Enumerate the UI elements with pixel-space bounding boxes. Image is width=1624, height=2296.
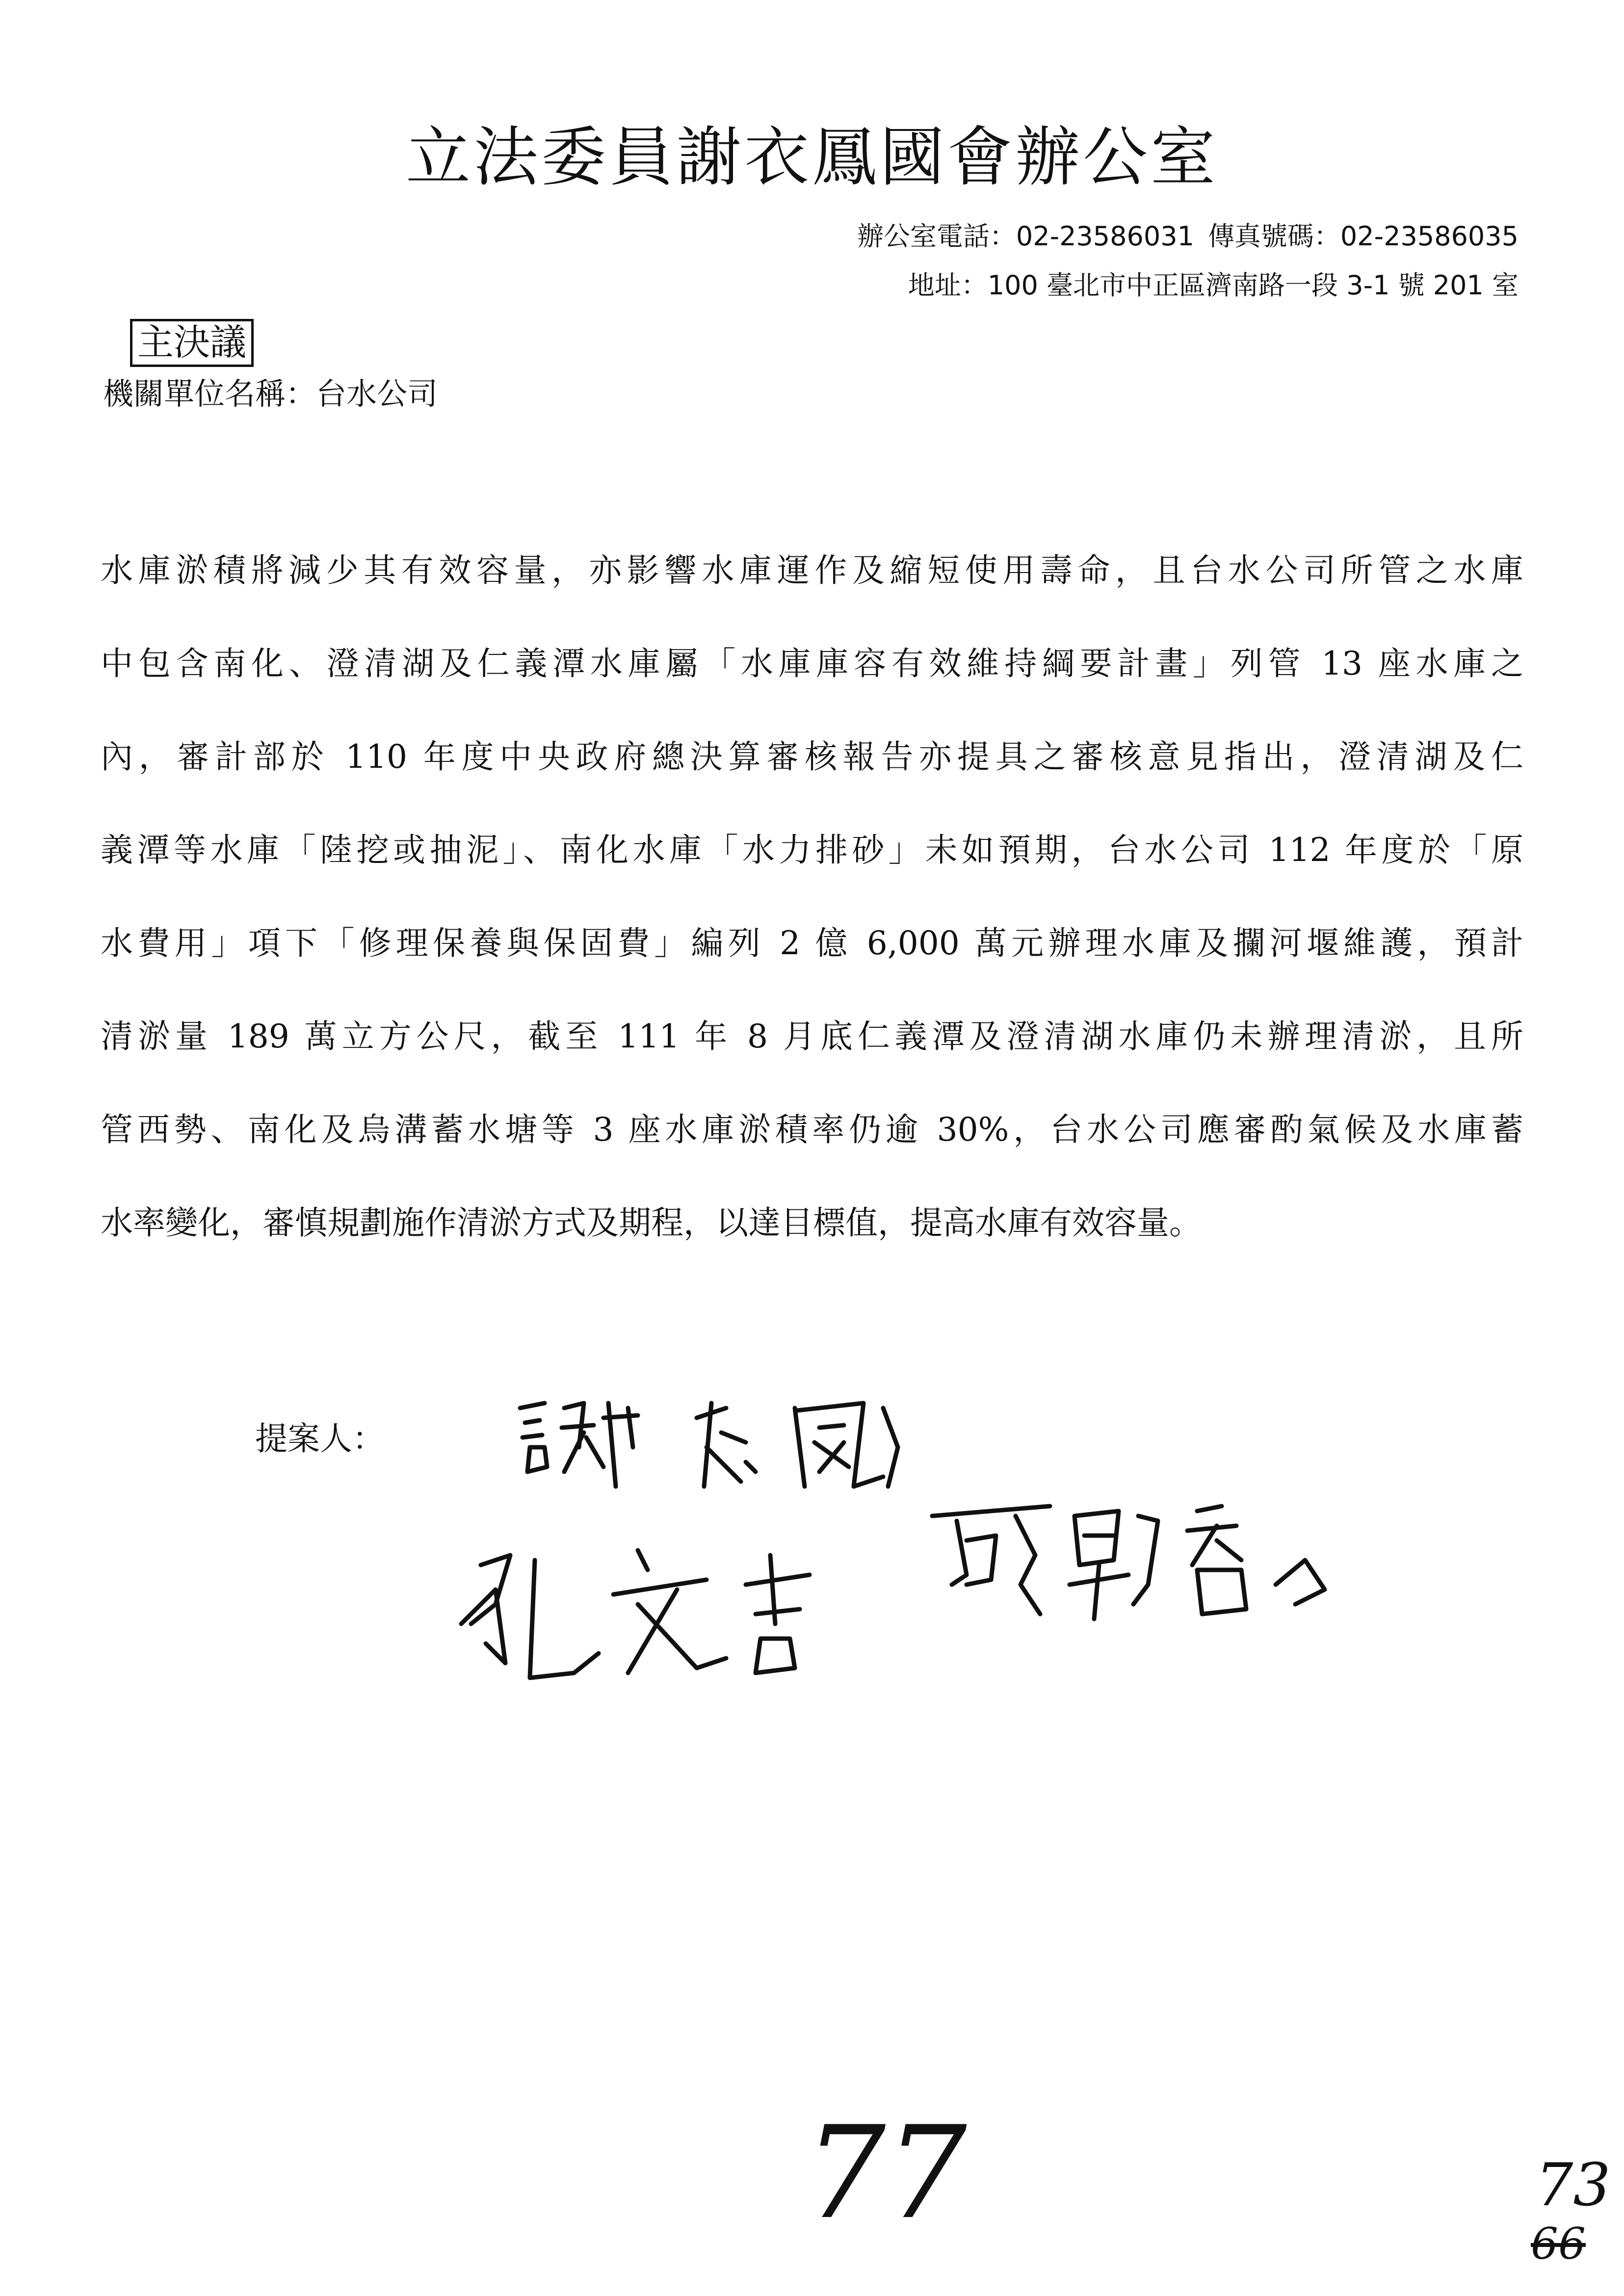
proposer-label: 提案人： <box>255 1420 385 1458</box>
margin-number-struck: 66 <box>1531 2218 1586 2269</box>
resolution-body <box>101 551 1523 1300</box>
body-line: 清淤量 189 萬立方公尺，截至 111 年 8 月底仁義潭及澄清湖水庫仍未辦理清淤，且所 <box>101 1018 1523 1055</box>
body-line: 管西勢、南化及烏溝蓄水塘等 3 座水庫淤積率仍逾 30%，台水公司應審酌氣候及水庫蓄 <box>101 1111 1523 1148</box>
body-line: 水率變化，審慎規劃施作清淤方式及期程，以達目標值，提高水庫有效容量。 <box>101 1204 1202 1242</box>
fax-number: 傳真號碼：02-23586035 <box>1207 221 1519 252</box>
agency-name: 機關單位名稱：台水公司 <box>103 376 438 412</box>
body-line: 水費用」項下「修理保養與保固費」編列 2 億 6,000 萬元辦理水庫及攔河堰維護，預計 <box>101 924 1523 962</box>
body-line: 中包含南化、澄清湖及仁義潭水庫屬「水庫庫容有效維持綱要計畫」列管 13 座水庫之 <box>101 645 1523 682</box>
signature-3 <box>922 1487 1364 1634</box>
office-address: 地址：100 臺北市中正區濟南路一段 3-1 號 201 室 <box>908 270 1519 301</box>
body-line: 水庫淤積將減少其有效容量，亦影響水庫運作及縮短使用壽命，且台水公司所管之水庫 <box>101 551 1523 589</box>
signature-1 <box>510 1388 913 1501</box>
office-phone: 辦公室電話：02-23586031 <box>857 221 1194 252</box>
signature-2 <box>451 1526 883 1712</box>
body-line: 內，審計部於 110 年度中央政府總決算審核報告亦提具之審核意見指出，澄清湖及仁 <box>101 738 1523 776</box>
body-line: 義潭等水庫「陸挖或抽泥」、南化水庫「水力排砂」未如預期，台水公司 112 年度於「原 <box>101 831 1523 869</box>
page-number: 77 <box>805 2099 967 2247</box>
office-title: 立法委員謝衣鳳國會辦公室 <box>406 120 1218 195</box>
margin-number-current: 73 <box>1536 2151 1611 2219</box>
contact-phone-fax <box>857 223 1519 250</box>
resolution-type-badge: 主決議 <box>130 319 254 367</box>
